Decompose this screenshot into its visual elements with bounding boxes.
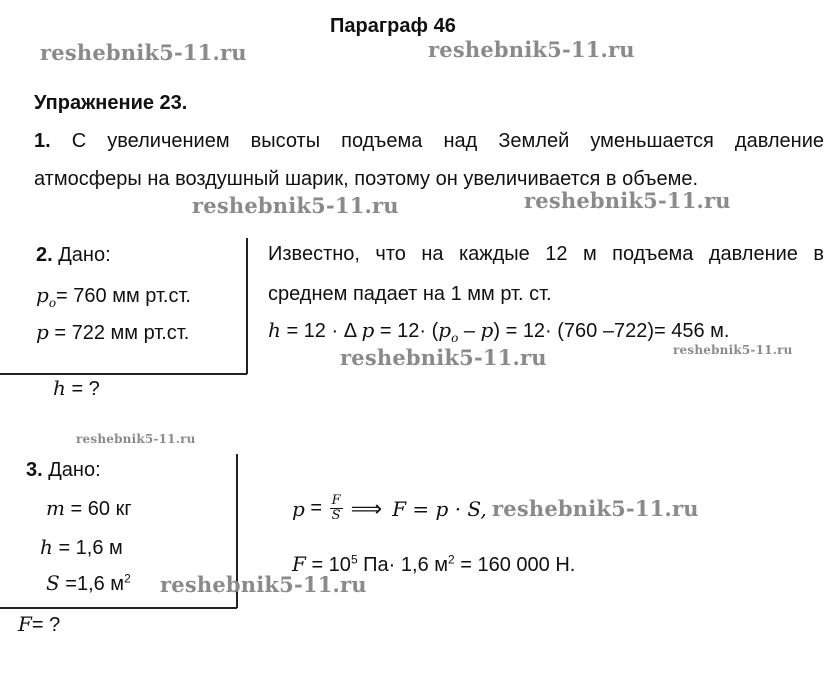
task2-given-header: 2. Дано: xyxy=(36,244,111,266)
watermark: reshebnik5-11.ru xyxy=(192,193,399,218)
watermark: reshebnik5-11.ru xyxy=(673,343,793,357)
task1-line1: 1. С увеличением высоты подъема над Землей уменьшается давление xyxy=(34,130,824,152)
exercise-title: Упражнение 23. xyxy=(34,92,188,114)
task2-given-underline xyxy=(0,373,247,375)
task3-given-header: 3. Дано: xyxy=(26,459,101,481)
task1-line2: атмосферы на воздушный шарик, поэтому он увеличивается в объеме. xyxy=(34,168,699,190)
task3-given-h: h = 1,6 м xyxy=(40,535,123,559)
watermark: reshebnik5-11.ru xyxy=(76,432,196,446)
fraction-f-over-s: $\frac{F}{S}$ xyxy=(331,493,341,523)
task2-find-h: h = ? xyxy=(53,376,100,400)
task3-formula1: p = $\frac{F}{S}$ ⟹ F = p · S, xyxy=(292,493,487,523)
watermark: reshebnik5-11.ru xyxy=(40,40,247,65)
task3-given-underline xyxy=(0,607,237,609)
task3-formula2: $F = 10^5$ Па· 1,6 $м^2 = 160$ 000 Н. xyxy=(292,552,576,576)
task2-given-divider xyxy=(246,238,248,374)
watermark: reshebnik5-11.ru xyxy=(492,496,699,521)
task2-given-p: p = 722 мм рт.ст. xyxy=(36,320,190,344)
task2-text-line1: Известно, что на каждые 12 м подъема давление в xyxy=(268,243,824,265)
watermark: reshebnik5-11.ru xyxy=(160,572,367,597)
task3-given-s: S =1,6 $м^2$ xyxy=(46,571,131,595)
watermark: reshebnik5-11.ru xyxy=(340,345,547,370)
task2-formula: h = 12 · Δ $p = 12\cdot (p_o - p) = 12\cdot (760$ –722)= 456 м. xyxy=(268,318,730,345)
task3-given-m: m = 60 кг xyxy=(46,496,132,520)
watermark: reshebnik5-11.ru xyxy=(428,37,635,62)
task2-text-line2: среднем падает на 1 мм рт. ст. xyxy=(268,283,552,305)
page-title: Параграф 46 xyxy=(330,15,456,37)
task3-find-f: F= ? xyxy=(18,612,61,636)
task2-given-p0: $p_o= 760$ мм рт.ст. xyxy=(36,283,191,310)
watermark: reshebnik5-11.ru xyxy=(524,188,731,213)
